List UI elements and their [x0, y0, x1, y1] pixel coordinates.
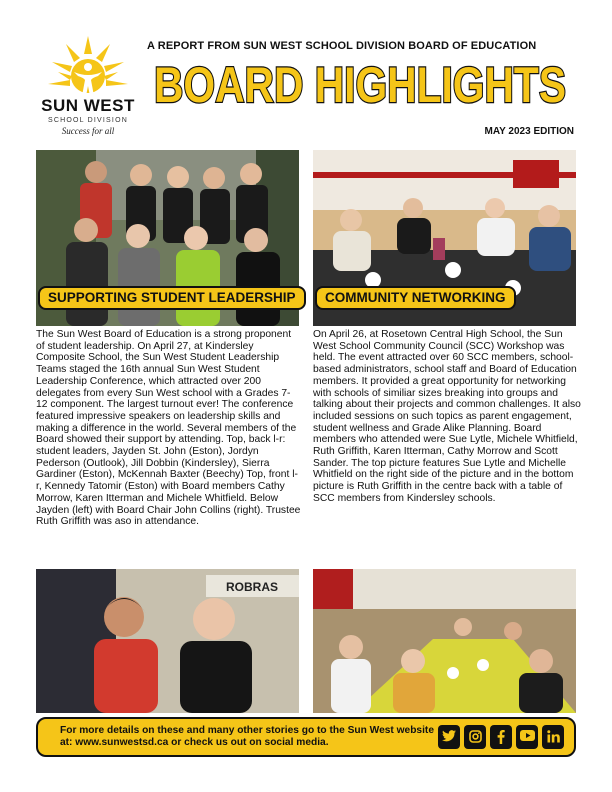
footer-text: For more details on these and many other stories go to the Sun West website at: www.sunwestsd.ca or check us out on social media.	[60, 725, 434, 748]
facebook-icon[interactable]	[490, 725, 512, 749]
student-leadership-article: The Sun West Board of Education is a strong proponent of student leadership. On April 27, at Kindersley Composite School, the Sun West Student Leadership Teams staged the 16th annual Sun West Student Leadership Conference, which attracted over 200 delegates from every Sun West school with a Grades 7-12 component. The largest turnout ever! The conference featured impressive speakers on leadership skills and making a difference in the world. Several members of the Board showed their support by attending. Top, back l-r: student leaders, Jayden St. John (Eston), Jordyn Pederson (Outlook), Jill Dobbin (Kindersley), Sierra Gardiner (Eston), McKennah Baxter (Beechy) Top, front l-r, Kennedy Tatomir (Eston) with Board members Cathy Morrow, Karen Itterman and Michele Whitfield. Below Jayden (left) with Board Chair John Collins (right). Trustee Ruth Griffith was aso in attendance.	[36, 329, 301, 528]
community-networking-caption: COMMUNITY NETWORKING	[315, 286, 516, 310]
logo-tagline: Success for all	[61, 126, 115, 136]
student-leadership-caption: SUPPORTING STUDENT LEADERSHIP	[38, 286, 306, 310]
banner-title: BOARD HIGHLIGHTS	[154, 57, 566, 113]
sun-west-logo	[38, 36, 138, 146]
social-links	[438, 725, 564, 749]
jayden-and-board-chair-photo	[36, 569, 299, 713]
logo-subtitle: SCHOOL DIVISION	[48, 117, 128, 124]
student-leadership-photo	[36, 150, 299, 326]
linkedin-icon[interactable]	[542, 725, 564, 749]
banner-sign-text: ROBRAS	[225, 580, 279, 594]
scc-table-photo	[313, 569, 576, 713]
sun-logo-icon	[48, 36, 128, 98]
community-networking-article: On April 26, at Rosetown Central High School, the Sun West School Community Council (SCC) Workshop was held. The event attracted over 60 SCC members, school-based administrators, school staff and Board of Education members. It provided a great opportunity for networking with schools of similiar sizes breaking into groups and talking about their projects and common challenges. It also included sessions on such topics as parent engagement, student wellness and Grade Alike Planning. Board members who attended were Sue Lytle, Michele Whitfield, Ruth Griffith, Karen Itterman, Cathy Morrow and Scott Sander. The top picture features Sue Lytle and Michelle Whitfield on the right side of the picture and in the bottom picture is Ruth Griffith in the centre back with a table of SCC members from Kindersley schools.	[313, 329, 581, 504]
logo-name: SUN WEST	[41, 96, 135, 115]
community-networking-photo	[313, 150, 576, 326]
footer-bar	[36, 717, 576, 757]
instagram-icon[interactable]	[464, 725, 486, 749]
report-kicker: A REPORT FROM SUN WEST SCHOOL DIVISION BOARD OF EDUCATION	[147, 40, 537, 52]
board-highlights-banner	[150, 55, 570, 113]
edition-label: MAY 2023 EDITION	[484, 126, 574, 137]
twitter-icon[interactable]	[438, 725, 460, 749]
youtube-icon[interactable]	[516, 725, 538, 749]
